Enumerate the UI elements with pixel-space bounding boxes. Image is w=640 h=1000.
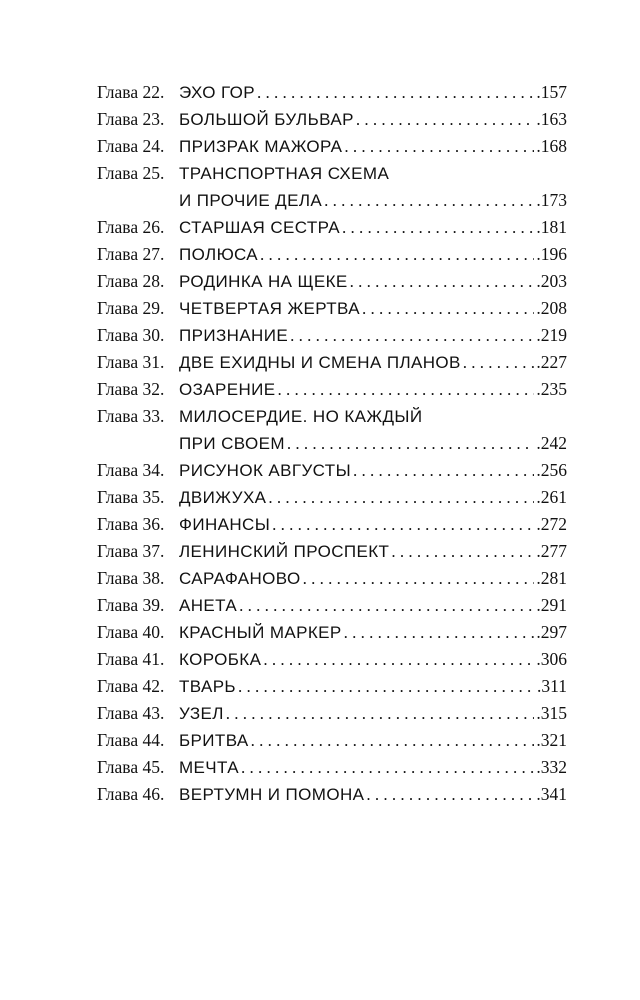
toc-entry (97, 727, 567, 754)
dot-leader (344, 619, 535, 646)
dot-leader (257, 79, 534, 106)
page-number: .256 (536, 460, 567, 480)
page-number: .291 (536, 595, 567, 615)
chapter-title-block (179, 133, 567, 160)
chapter-title-line (179, 619, 567, 646)
chapter-number: Глава 32. (97, 379, 165, 399)
chapter-title: СТАРШАЯ СЕСТРА (179, 218, 340, 237)
page-number: .242 (536, 433, 567, 453)
chapter-title-line (179, 565, 567, 592)
chapter-title-block (179, 700, 567, 727)
toc-entry (97, 160, 567, 214)
page-number: .272 (536, 514, 567, 534)
page-number: .235 (536, 379, 567, 399)
toc-entry (97, 214, 567, 241)
chapter-title: МЕЧТА (179, 758, 239, 777)
chapter-title-line (179, 646, 567, 673)
dot-leader (272, 511, 534, 538)
dot-leader (342, 214, 534, 241)
chapter-title-block (179, 376, 567, 403)
chapter-title-line (179, 106, 567, 133)
dot-leader (263, 646, 534, 673)
toc-entry (97, 592, 567, 619)
chapter-title-line (179, 700, 567, 727)
dot-leader (278, 376, 535, 403)
chapter-number: Глава 41. (97, 649, 165, 669)
chapter-title-block (179, 457, 567, 484)
chapter-number: Глава 37. (97, 541, 165, 561)
chapter-title-line (179, 727, 567, 754)
page-number: .173 (536, 190, 567, 210)
chapter-number: Глава 25. (97, 163, 165, 183)
chapter-title-line (179, 592, 567, 619)
toc-entry (97, 673, 567, 700)
chapter-title: ВЕРТУМН И ПОМОНА (179, 785, 365, 804)
chapter-title-block (179, 565, 567, 592)
chapter-number: Глава 42. (97, 676, 165, 696)
toc-entry (97, 322, 567, 349)
chapter-number: Глава 22. (97, 82, 165, 102)
dot-leader (362, 295, 534, 322)
chapter-title: РИСУНОК АВГУСТЫ (179, 461, 352, 480)
chapter-number: Глава 44. (97, 730, 165, 750)
dot-leader (287, 430, 535, 457)
toc-entry (97, 538, 567, 565)
chapter-title-line (179, 268, 567, 295)
chapter-title-block (179, 727, 567, 754)
chapter-title-line (179, 376, 567, 403)
page-number: .277 (536, 541, 567, 561)
chapter-number: Глава 45. (97, 757, 165, 777)
chapter-title-line (179, 430, 567, 457)
table-of-contents (97, 79, 567, 808)
chapter-title: КОРОБКА (179, 650, 262, 669)
chapter-title: ПРИЗРАК МАЖОРА (179, 137, 343, 156)
page-number: .181 (536, 217, 567, 237)
chapter-title-line (179, 160, 567, 187)
page-number: .168 (536, 136, 567, 156)
dot-leader (344, 133, 534, 160)
page-number: .196 (536, 244, 567, 264)
chapter-title-block (179, 79, 567, 106)
chapter-number: Глава 39. (97, 595, 165, 615)
chapter-title-line (179, 133, 567, 160)
toc-entry (97, 349, 567, 376)
chapter-title-line (179, 484, 567, 511)
chapter-title-line (179, 403, 567, 430)
dot-leader (238, 673, 535, 700)
page-number: .311 (537, 676, 567, 696)
chapter-number: Глава 31. (97, 352, 165, 372)
chapter-title-line (179, 349, 567, 376)
page-number: .203 (536, 271, 567, 291)
chapter-title: УЗЕЛ (179, 704, 224, 723)
page-number: .315 (536, 703, 567, 723)
toc-entry (97, 295, 567, 322)
toc-entry (97, 484, 567, 511)
page-number: .332 (536, 757, 567, 777)
chapter-number: Глава 43. (97, 703, 165, 723)
chapter-title-block (179, 538, 567, 565)
chapter-title-block (179, 268, 567, 295)
chapter-number: Глава 38. (97, 568, 165, 588)
chapter-title: ТРАНСПОРТНАЯ СХЕМА (179, 164, 390, 183)
chapter-number: Глава 26. (97, 217, 165, 237)
chapter-number: Глава 30. (97, 325, 165, 345)
dot-leader (239, 592, 534, 619)
toc-entry (97, 79, 567, 106)
chapter-title-block (179, 619, 567, 646)
chapter-number: Глава 33. (97, 406, 165, 426)
chapter-title-block (179, 592, 567, 619)
chapter-title: ЛЕНИНСКИЙ ПРОСПЕКТ (179, 542, 390, 561)
chapter-number: Глава 40. (97, 622, 165, 642)
toc-entry (97, 619, 567, 646)
chapter-title-block (179, 295, 567, 322)
chapter-title-block (179, 781, 567, 808)
chapter-number: Глава 23. (97, 109, 165, 129)
chapter-title-block (179, 322, 567, 349)
page-number: .208 (536, 298, 567, 318)
chapter-number: Глава 46. (97, 784, 165, 804)
toc-entry (97, 133, 567, 160)
chapter-title: БОЛЬШОЙ БУЛЬВАР (179, 110, 354, 129)
dot-leader (268, 484, 534, 511)
chapter-title-line (179, 187, 567, 214)
chapter-title: АНЕТА (179, 596, 238, 615)
chapter-title-line (179, 754, 567, 781)
dot-leader (366, 781, 534, 808)
page-number: .321 (536, 730, 567, 750)
chapter-title-block (179, 106, 567, 133)
chapter-number: Глава 24. (97, 136, 165, 156)
toc-entry (97, 754, 567, 781)
dot-leader (290, 322, 534, 349)
page-number: .297 (536, 622, 567, 642)
chapter-number: Глава 27. (97, 244, 165, 264)
chapter-title-line (179, 295, 567, 322)
chapter-title-line (179, 241, 567, 268)
dot-leader (303, 565, 535, 592)
toc-entry (97, 403, 567, 457)
chapter-number: Глава 28. (97, 271, 165, 291)
dot-leader (226, 700, 535, 727)
chapter-title: БРИТВА (179, 731, 249, 750)
page-number: .261 (536, 487, 567, 507)
toc-entry (97, 268, 567, 295)
chapter-title: ОЗАРЕНИЕ (179, 380, 276, 399)
chapter-title-line (179, 214, 567, 241)
chapter-title-block (179, 403, 567, 457)
toc-entry (97, 781, 567, 808)
toc-entry (97, 457, 567, 484)
page-number: .281 (536, 568, 567, 588)
chapter-title-block (179, 511, 567, 538)
chapter-title: ФИНАНСЫ (179, 515, 271, 534)
dot-leader (356, 106, 535, 133)
chapter-title-block (179, 484, 567, 511)
toc-entry (97, 241, 567, 268)
dot-leader (324, 187, 534, 214)
chapter-title-line (179, 322, 567, 349)
chapter-title: РОДИНКА НА ЩЕКЕ (179, 272, 348, 291)
chapter-title-block (179, 214, 567, 241)
chapter-title: МИЛОСЕРДИЕ. НО КАЖДЫЙ (179, 407, 423, 426)
chapter-title-line (179, 79, 567, 106)
chapter-title-line (179, 673, 567, 700)
toc-entry (97, 376, 567, 403)
chapter-number: Глава 36. (97, 514, 165, 534)
chapter-title: ПРИЗНАНИЕ (179, 326, 289, 345)
chapter-title-block (179, 754, 567, 781)
chapter-title: И ПРОЧИЕ ДЕЛА (179, 191, 323, 210)
toc-entry (97, 106, 567, 133)
page-number: .341 (536, 784, 567, 804)
page-number: .219 (536, 325, 567, 345)
chapter-title-line (179, 511, 567, 538)
dot-leader (241, 754, 534, 781)
dot-leader (391, 538, 534, 565)
chapter-number: Глава 34. (97, 460, 165, 480)
chapter-title: ПОЛЮСА (179, 245, 259, 264)
page-number: .157 (536, 82, 567, 102)
page-number: .227 (536, 352, 567, 372)
chapter-title: КРАСНЫЙ МАРКЕР (179, 623, 342, 642)
chapter-title-block (179, 241, 567, 268)
dot-leader (463, 349, 535, 376)
page-number: .163 (536, 109, 567, 129)
toc-entry (97, 511, 567, 538)
chapter-title-line (179, 457, 567, 484)
chapter-title: ЧЕТВЕРТАЯ ЖЕРТВА (179, 299, 360, 318)
chapter-title-block (179, 349, 567, 376)
toc-entry (97, 565, 567, 592)
chapter-title-block (179, 160, 567, 214)
page-number: .306 (536, 649, 567, 669)
chapter-title-block (179, 673, 567, 700)
chapter-title: ТВАРЬ (179, 677, 236, 696)
dot-leader (353, 457, 534, 484)
dot-leader (260, 241, 534, 268)
chapter-title: ЭХО ГОР (179, 83, 255, 102)
dot-leader (350, 268, 535, 295)
chapter-title: ДВИЖУХА (179, 488, 267, 507)
chapter-title-line (179, 781, 567, 808)
dot-leader (251, 727, 535, 754)
chapter-number: Глава 35. (97, 487, 165, 507)
chapter-number: Глава 29. (97, 298, 165, 318)
chapter-title: ДВЕ ЕХИДНЫ И СМЕНА ПЛАНОВ (179, 353, 461, 372)
chapter-title-line (179, 538, 567, 565)
chapter-title: САРАФАНОВО (179, 569, 301, 588)
chapter-title: ПРИ СВОЕМ (179, 434, 285, 453)
chapter-title-block (179, 646, 567, 673)
toc-entry (97, 646, 567, 673)
toc-entry (97, 700, 567, 727)
